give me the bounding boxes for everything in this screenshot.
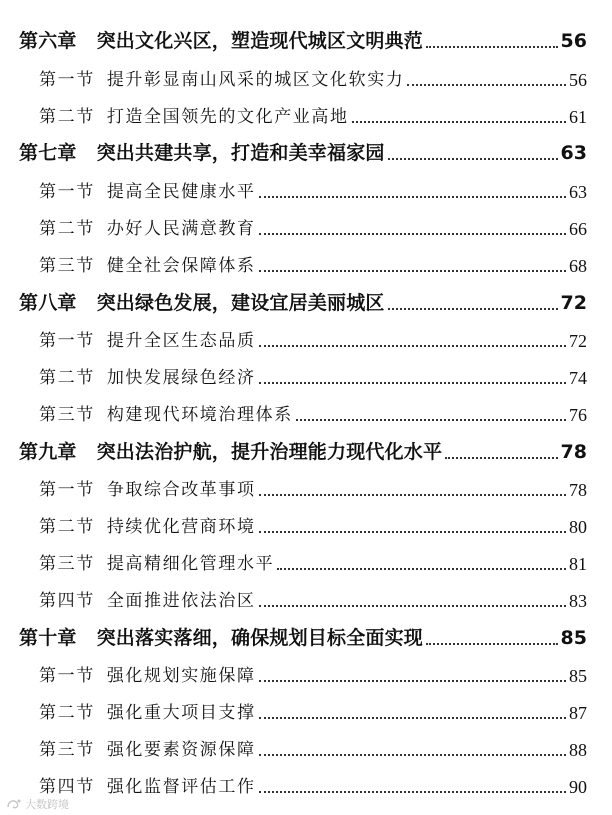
section-number: 第四节 (39, 777, 95, 797)
toc-section-entry[interactable] (0, 655, 612, 685)
toc-entry-title (0, 258, 256, 275)
section-number: 第三节 (39, 256, 95, 276)
dot-leader (259, 196, 566, 198)
toc-entry-title (0, 629, 423, 648)
dot-leader (259, 233, 566, 235)
dot-leader (259, 754, 566, 756)
dot-leader (259, 270, 566, 272)
dot-leader (259, 717, 566, 719)
section-title: 争取综合改革事项 (106, 480, 256, 500)
toc-chapter-entry[interactable] (0, 21, 612, 51)
toc-entry-title (0, 294, 385, 313)
section-number: 第二节 (39, 107, 95, 127)
page-number: 68 (569, 256, 587, 276)
section-number: 第一节 (39, 480, 95, 500)
page-number: 63 (560, 142, 587, 164)
dot-leader (259, 345, 566, 347)
page-number: 56 (569, 70, 587, 90)
section-title: 健全社会保障体系 (106, 256, 256, 276)
page-number: 88 (569, 740, 587, 760)
toc-entry-title (0, 556, 274, 573)
dot-leader (259, 605, 566, 607)
page-number: 90 (569, 777, 587, 797)
dot-leader (445, 457, 557, 459)
page-number: 72 (569, 331, 587, 351)
toc-entry-title (0, 742, 256, 759)
dot-leader (296, 419, 566, 421)
section-title: 持续优化营商环境 (106, 517, 256, 537)
chapter-title: 突出法治护航，提升治理能力现代化水平 (96, 441, 443, 463)
section-title: 加快发展绿色经济 (106, 368, 256, 388)
section-title: 强化规划实施保障 (106, 666, 256, 686)
toc-entry-title (0, 144, 385, 163)
toc-section-entry[interactable] (0, 245, 612, 275)
dot-leader (259, 791, 566, 793)
section-number: 第一节 (39, 331, 95, 351)
dot-leader (407, 84, 566, 86)
section-number: 第二节 (39, 703, 95, 723)
page-number: 80 (569, 517, 587, 537)
section-title: 提高精细化管理水平 (106, 554, 275, 574)
toc-entry-title (0, 109, 349, 126)
section-title: 强化重大项目支撑 (106, 703, 256, 723)
page-number: 78 (569, 480, 587, 500)
toc-section-entry[interactable] (0, 171, 612, 201)
toc-section-entry[interactable] (0, 729, 612, 759)
toc-section-entry[interactable] (0, 357, 612, 387)
section-number: 第四节 (39, 591, 95, 611)
section-number: 第二节 (39, 517, 95, 537)
section-title: 提升全区生态品质 (106, 331, 256, 351)
section-title: 构建现代环境治理体系 (106, 405, 293, 425)
dot-leader (259, 382, 566, 384)
toc-entry-title (0, 593, 256, 610)
toc-chapter-entry[interactable] (0, 283, 612, 313)
page-number: 63 (569, 182, 587, 202)
dot-leader (426, 46, 558, 48)
toc-entry-title (0, 779, 256, 796)
chapter-title: 突出绿色发展，建设宜居美丽城区 (96, 292, 385, 314)
section-number: 第一节 (39, 70, 95, 90)
toc-entry-title (0, 705, 256, 722)
section-number: 第一节 (39, 182, 95, 202)
toc-section-entry[interactable] (0, 766, 612, 796)
toc-section-entry[interactable] (0, 59, 612, 89)
dot-leader (388, 308, 558, 310)
toc-entry-title (0, 333, 256, 350)
section-title: 强化监督评估工作 (106, 777, 256, 797)
section-number: 第三节 (39, 740, 95, 760)
section-title: 打造全国领先的文化产业高地 (106, 107, 349, 127)
section-title: 提升彰显南山风采的城区文化软实力 (106, 70, 405, 90)
dot-leader (259, 494, 566, 496)
toc-section-entry[interactable] (0, 580, 612, 610)
toc-chapter-entry[interactable] (0, 618, 612, 648)
page-number: 74 (569, 368, 587, 388)
chapter-number: 第七章 (19, 142, 77, 164)
watermark (6, 797, 69, 811)
toc-section-entry[interactable] (0, 208, 612, 238)
page-number: 61 (569, 107, 587, 127)
toc-section-entry[interactable] (0, 96, 612, 126)
chapter-title: 突出落实落细，确保规划目标全面实现 (96, 627, 424, 649)
chapter-number: 第十章 (19, 627, 77, 649)
section-title: 提高全民健康水平 (106, 182, 256, 202)
section-number: 第二节 (39, 368, 95, 388)
page-number: 66 (569, 219, 587, 239)
toc-chapter-entry[interactable] (0, 432, 612, 462)
dot-leader (259, 531, 566, 533)
dot-leader (426, 643, 558, 645)
page-number: 56 (560, 30, 587, 52)
toc-entry-title (0, 72, 404, 89)
page-number: 85 (569, 666, 587, 686)
section-number: 第一节 (39, 666, 95, 686)
page-number: 85 (560, 627, 587, 649)
page-number: 81 (569, 554, 587, 574)
chapter-title: 突出共建共享，打造和美幸福家园 (96, 142, 385, 164)
toc-section-entry[interactable] (0, 692, 612, 722)
toc-entry-title (0, 221, 256, 238)
chapter-number: 第八章 (19, 292, 77, 314)
section-title: 强化要素资源保障 (106, 740, 256, 760)
page-number: 76 (569, 405, 587, 425)
toc-section-entry[interactable] (0, 394, 612, 424)
dot-leader (352, 121, 566, 123)
section-title: 全面推进依法治区 (106, 591, 256, 611)
toc-section-entry[interactable] (0, 320, 612, 350)
toc-entry-title (0, 482, 256, 499)
chapter-number: 第六章 (19, 30, 77, 52)
toc-entry-title (0, 407, 293, 424)
toc-chapter-entry[interactable] (0, 133, 612, 163)
section-number: 第二节 (39, 219, 95, 239)
page-number: 72 (560, 292, 587, 314)
dot-leader (259, 680, 566, 682)
toc-entry-title (0, 668, 256, 685)
watermark-text: 大数跨境 (25, 798, 69, 811)
toc-section-entry[interactable] (0, 469, 612, 499)
section-number: 第三节 (39, 405, 95, 425)
toc-entry-title (0, 519, 256, 536)
watermark-logo-icon (6, 798, 22, 810)
toc-entry-title (0, 443, 442, 462)
toc-entry-title (0, 370, 256, 387)
page-number: 87 (569, 703, 587, 723)
page-number: 78 (560, 441, 587, 463)
section-number: 第三节 (39, 554, 95, 574)
section-title: 办好人民满意教育 (106, 219, 256, 239)
dot-leader (388, 158, 558, 160)
chapter-number: 第九章 (19, 441, 77, 463)
page-number: 83 (569, 591, 587, 611)
dot-leader (277, 568, 566, 570)
toc-section-entry[interactable] (0, 506, 612, 536)
toc-entry-title (0, 184, 256, 201)
chapter-title: 突出文化兴区，塑造现代城区文明典范 (96, 30, 424, 52)
toc-section-entry[interactable] (0, 543, 612, 573)
toc-entry-title (0, 32, 423, 51)
